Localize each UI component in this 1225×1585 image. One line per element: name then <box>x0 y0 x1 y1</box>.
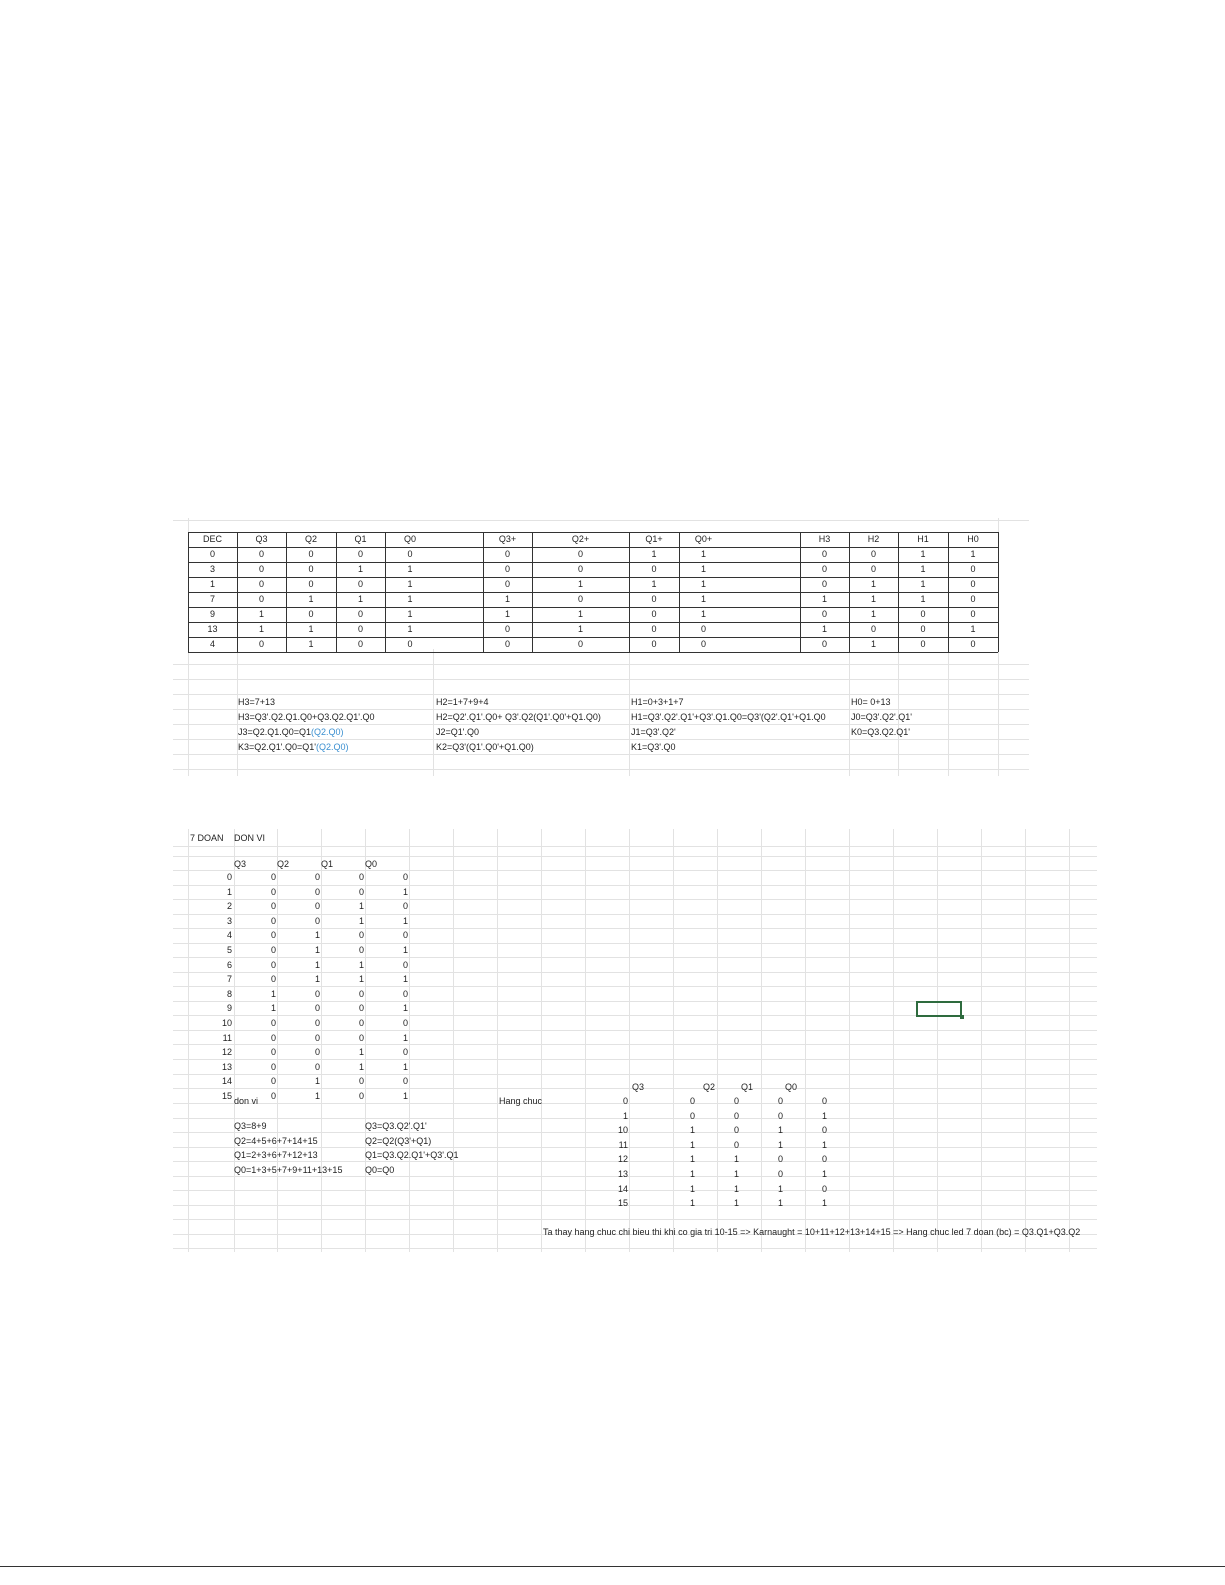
table-cell: 0 <box>308 549 314 559</box>
table-cell: 1 <box>689 1169 695 1179</box>
table-cell: 1 <box>358 1047 364 1058</box>
table-cell: 0 <box>314 886 320 897</box>
header-cell: H1 <box>917 534 929 544</box>
table-cell: 0 <box>270 1018 276 1028</box>
table-cell: 1 <box>920 594 926 604</box>
table-cell: 1 <box>357 564 363 574</box>
header-cell: Q0 <box>403 534 416 544</box>
eq-k2: K2=Q3'(Q1'.Q0'+Q1.Q0) <box>436 742 534 752</box>
table-cell: 0 <box>402 959 408 970</box>
table-cell: 0 <box>651 639 657 649</box>
header-cell: H0 <box>967 534 979 544</box>
table-cell: 0 <box>270 1032 276 1043</box>
table-cell: 0 <box>308 609 314 619</box>
table-cell: 0 <box>689 1096 695 1106</box>
row-index: 12 <box>617 1154 628 1165</box>
table-cell: 1 <box>821 624 827 634</box>
table-cell: 1 <box>700 564 706 574</box>
row-index: 6 <box>226 959 232 970</box>
table-cell: 0 <box>358 930 364 941</box>
eq-j3 <box>238 725 344 740</box>
table-cell: 3 <box>209 564 215 574</box>
table-cell: 1 <box>777 1198 783 1209</box>
table-cell: 1 <box>407 609 413 619</box>
table-cell: 1 <box>314 1076 320 1087</box>
table-cell: 0 <box>777 1154 783 1165</box>
eq-k3 <box>238 740 349 755</box>
table-cell: 0 <box>651 594 657 604</box>
table-cell: 1 <box>689 1183 695 1194</box>
table-cell: 0 <box>407 639 413 649</box>
table-cell: 0 <box>270 1047 276 1058</box>
table-cell: 0 <box>821 609 827 619</box>
table-cell: 0 <box>258 639 264 649</box>
table-cell: 0 <box>970 564 976 574</box>
table-cell: 1 <box>870 609 876 619</box>
table-cell: 0 <box>777 1169 783 1179</box>
table-cell: 0 <box>689 1110 695 1121</box>
table-cell: 0 <box>258 594 264 604</box>
table-cell: 1 <box>577 609 583 619</box>
table-cell: 1 <box>504 609 510 619</box>
table-cell: 0 <box>270 901 276 912</box>
table-cell: 1 <box>270 988 276 999</box>
col-header: Q3 <box>234 859 247 869</box>
table-cell: 0 <box>270 945 276 955</box>
table-cell: 0 <box>402 901 408 912</box>
table-cell: 1 <box>402 974 408 985</box>
row-index: 10 <box>617 1125 628 1136</box>
table-cell: 0 <box>920 624 926 634</box>
row-index: 0 <box>622 1096 628 1106</box>
table-cell: 1 <box>402 1032 408 1043</box>
col-header: Q1 <box>741 1082 754 1092</box>
table-cell: 1 <box>402 886 408 897</box>
table-cell: 1 <box>407 594 413 604</box>
row-index: 2 <box>226 901 232 912</box>
table-cell: 0 <box>733 1110 739 1121</box>
table-cell: 1 <box>358 959 364 970</box>
header-cell: Q3 <box>255 534 268 544</box>
conclusion-note: Ta thay hang chuc chi bieu thi khi co gia tri 10-15 => Karnaught = 10+11+12+13+14+15 => Hang chuc led 7 doan (bc) = Q3.Q1+Q3.Q2 <box>543 1227 1081 1237</box>
eq-h3: H3=7+13 <box>238 697 276 707</box>
table-cell: 0 <box>733 1125 739 1136</box>
eq-h0: H0= 0+13 <box>851 697 891 707</box>
table-cell: 7 <box>209 594 215 604</box>
truth-table-sheet <box>173 518 1029 776</box>
table-cell: 1 <box>402 1061 408 1072</box>
title-donvi: DON VI <box>234 833 266 843</box>
table-cell: 0 <box>314 1003 320 1014</box>
table-cell: 1 <box>870 579 876 589</box>
table-cell: 1 <box>308 594 314 604</box>
table-cell: 1 <box>733 1154 739 1165</box>
table-cell: 0 <box>504 624 510 634</box>
header-cell: H2 <box>867 534 880 544</box>
table-cell: 0 <box>270 1061 276 1072</box>
table-cell: 0 <box>700 639 706 649</box>
table-cell: 0 <box>308 579 314 589</box>
table-cell: 0 <box>733 1139 739 1150</box>
table-cell: 0 <box>651 609 657 619</box>
row-index: 1 <box>226 886 232 897</box>
table-cell: 0 <box>357 579 363 589</box>
row-index: 13 <box>617 1169 628 1179</box>
table-cell: 0 <box>777 1110 783 1121</box>
table-cell: 0 <box>358 1003 364 1014</box>
table-cell: 0 <box>358 872 364 882</box>
row-index: 1 <box>622 1110 628 1121</box>
header-cell: Q1 <box>354 534 367 544</box>
table-cell: 1 <box>258 609 264 619</box>
col-header: Q0 <box>365 859 378 869</box>
table-cell: 1 <box>358 974 364 985</box>
header-cell: Q2 <box>304 534 317 544</box>
table-cell: 1 <box>700 549 706 559</box>
table-cell: 1 <box>209 579 215 589</box>
table-cell: 0 <box>870 624 876 634</box>
table-cell: 1 <box>689 1139 695 1150</box>
table-cell: 0 <box>402 988 408 999</box>
table-cell: 1 <box>258 624 264 634</box>
row-index: 9 <box>226 1003 232 1014</box>
eq-h2-expanded: H2=Q2'.Q1'.Q0+ Q3'.Q2(Q1'.Q0'+Q1.Q0) <box>436 712 601 722</box>
table-cell: 1 <box>270 1003 276 1014</box>
table-cell: 1 <box>407 579 413 589</box>
table-cell: 0 <box>920 609 926 619</box>
selected-cell[interactable] <box>916 1001 962 1017</box>
eq-j0: J0=Q3'.Q2'.Q1' <box>851 712 912 722</box>
table-cell: 0 <box>270 1076 276 1087</box>
table-cell: 1 <box>689 1154 695 1165</box>
table-cell: 0 <box>407 549 413 559</box>
table-cell: 0 <box>358 886 364 897</box>
eq-j3-highlight: (Q2.Q0) <box>311 727 344 737</box>
table-cell: 0 <box>270 930 276 941</box>
equation: Q2=Q2(Q3'+Q1) <box>365 1135 432 1146</box>
row-index: 14 <box>617 1183 628 1194</box>
table-cell: 1 <box>651 549 657 559</box>
table-cell: 1 <box>402 945 408 955</box>
table-cell: 0 <box>577 564 583 574</box>
table-cell: 1 <box>733 1169 739 1179</box>
table-cell: 0 <box>357 639 363 649</box>
table-cell: 0 <box>314 1018 320 1028</box>
table-cell: 0 <box>402 1076 408 1087</box>
table-cell: 1 <box>358 901 364 912</box>
eq-k3-text: K3=Q2.Q1'.Q0=Q1' <box>238 742 316 752</box>
table-cell: 1 <box>504 594 510 604</box>
table-cell: 0 <box>270 974 276 985</box>
table-cell: 0 <box>504 549 510 559</box>
seven-segment-sheet <box>173 829 1097 1252</box>
table-cell: 9 <box>209 609 215 619</box>
table-cell: 0 <box>358 1032 364 1043</box>
table-cell: 0 <box>821 564 827 574</box>
equation: Q0=Q0 <box>365 1164 395 1175</box>
eq-j1: J1=Q3'.Q2' <box>631 727 676 737</box>
table-cell: 1 <box>970 549 976 559</box>
table-cell: 0 <box>504 579 510 589</box>
eq-j3-text: J3=Q2.Q1.Q0=Q1 <box>238 727 312 737</box>
row-index: 11 <box>222 1032 232 1043</box>
table-cell: 1 <box>402 1091 408 1101</box>
row-index: 4 <box>226 930 232 941</box>
table-cell: 0 <box>358 988 364 999</box>
table-cell: 1 <box>308 639 314 649</box>
table-cell: 1 <box>821 1110 827 1121</box>
table-cell: 1 <box>577 579 583 589</box>
table-cell: 1 <box>777 1139 783 1150</box>
table-cell: 0 <box>314 988 320 999</box>
table-cell: 0 <box>209 549 215 559</box>
eq-k3-highlight: (Q2.Q0) <box>315 742 349 752</box>
table-cell: 0 <box>870 564 876 574</box>
donvi-label: don vi <box>234 1096 259 1106</box>
table-cell: 1 <box>314 945 320 955</box>
eq-h1: H1=0+3+1+7 <box>631 697 684 707</box>
table-cell: 1 <box>821 1139 827 1150</box>
eq-k0: K0=Q3.Q2.Q1' <box>851 727 911 737</box>
col-header: Q1 <box>321 859 334 869</box>
table-cell: 0 <box>314 915 320 926</box>
table-cell: 1 <box>777 1125 783 1136</box>
table-cell: 1 <box>314 930 320 941</box>
table-cell: 1 <box>308 624 314 634</box>
table-cell: 0 <box>970 579 976 589</box>
table-cell: 1 <box>407 564 413 574</box>
title-7doan: 7 DOAN <box>190 833 224 843</box>
table-cell: 0 <box>920 639 926 649</box>
table-cell: 1 <box>358 1061 364 1072</box>
row-index: 3 <box>226 915 232 926</box>
table-cell: 0 <box>358 1076 364 1087</box>
table-cell: 13 <box>207 624 218 634</box>
equation: Q0=1+3+5+7+9+11+13+15 <box>234 1164 343 1175</box>
table-cell: 0 <box>357 609 363 619</box>
row-index: 14 <box>221 1076 232 1087</box>
table-cell: 0 <box>504 639 510 649</box>
table-cell: 1 <box>407 624 413 634</box>
table-cell: 0 <box>314 1032 320 1043</box>
table-cell: 0 <box>821 1183 827 1194</box>
header-cell: H3 <box>818 534 831 544</box>
equation: Q3=8+9 <box>234 1121 267 1131</box>
table-cell: 1 <box>358 915 364 926</box>
table-cell: 1 <box>651 579 657 589</box>
col-header: Q3 <box>632 1082 645 1092</box>
table-cell: 1 <box>577 624 583 634</box>
table-cell: 1 <box>870 594 876 604</box>
table-cell: 0 <box>258 549 264 559</box>
table-cell: 0 <box>357 549 363 559</box>
table-cell: 1 <box>920 564 926 574</box>
table-cell: 0 <box>258 579 264 589</box>
table-cell: 1 <box>402 1003 408 1014</box>
row-index: 10 <box>221 1018 232 1028</box>
table-cell: 0 <box>402 1018 408 1028</box>
table-cell: 1 <box>870 639 876 649</box>
table-cell: 1 <box>777 1183 783 1194</box>
table-cell: 1 <box>357 594 363 604</box>
table-cell: 1 <box>700 579 706 589</box>
header-cell: Q3+ <box>498 534 517 544</box>
equation: Q3=Q3.Q2'.Q1' <box>365 1121 427 1131</box>
table-cell: 0 <box>821 579 827 589</box>
table-cell: 0 <box>270 886 276 897</box>
table-cell: 0 <box>870 549 876 559</box>
table-cell: 0 <box>651 564 657 574</box>
eq-h1-expanded: H1=Q3'.Q2'.Q1'+Q3'.Q1.Q0=Q3'(Q2'.Q1'+Q1.Q0 <box>631 712 826 722</box>
table-cell: 0 <box>314 1047 320 1058</box>
table-cell: 0 <box>270 1091 276 1101</box>
page-bottom-rule <box>0 1566 1225 1567</box>
col-header: Q0 <box>785 1082 798 1092</box>
row-index: 8 <box>226 988 232 999</box>
row-index: 0 <box>226 872 232 882</box>
table-cell: 1 <box>821 1169 827 1179</box>
table-cell: 1 <box>689 1198 695 1209</box>
table-cell: 1 <box>700 609 706 619</box>
table-cell: 0 <box>821 639 827 649</box>
table-cell: 1 <box>689 1125 695 1136</box>
table-cell: 1 <box>402 915 408 926</box>
eq-j2: J2=Q1'.Q0 <box>436 727 479 737</box>
table-cell: 1 <box>970 624 976 634</box>
table-cell: 0 <box>402 930 408 941</box>
col-header: Q2 <box>277 859 290 869</box>
table-cell: 0 <box>970 594 976 604</box>
row-index: 13 <box>221 1061 232 1072</box>
table-cell: 0 <box>970 609 976 619</box>
table-cell: 4 <box>209 639 215 649</box>
table-cell: 0 <box>700 624 706 634</box>
table-cell: 1 <box>733 1183 739 1194</box>
table-cell: 1 <box>700 594 706 604</box>
table-cell: 0 <box>270 915 276 926</box>
table-cell: 0 <box>821 1096 827 1106</box>
equation: Q1=Q3.Q2.Q1'+Q3'.Q1 <box>365 1150 459 1160</box>
table-cell: 0 <box>270 872 276 882</box>
table-cell: 0 <box>358 1018 364 1028</box>
table-cell: 1 <box>920 579 926 589</box>
table-cell: 0 <box>504 564 510 574</box>
row-index: 11 <box>618 1139 628 1150</box>
table-cell: 1 <box>733 1198 739 1209</box>
table-cell: 1 <box>821 594 827 604</box>
table-cell: 0 <box>821 1125 827 1136</box>
table-cell: 0 <box>777 1096 783 1106</box>
table-cell: 0 <box>970 639 976 649</box>
table-cell: 1 <box>821 1198 827 1209</box>
table-cell: 0 <box>821 549 827 559</box>
table-cell: 0 <box>821 1154 827 1165</box>
table-cell: 0 <box>577 594 583 604</box>
table-cell: 1 <box>314 974 320 985</box>
row-index: 15 <box>221 1091 232 1101</box>
table-cell: 0 <box>314 872 320 882</box>
table-cell: 0 <box>270 959 276 970</box>
table-cell: 0 <box>258 564 264 574</box>
header-cell: Q1+ <box>645 534 663 544</box>
table-cell: 0 <box>577 549 583 559</box>
table-cell: 0 <box>402 872 408 882</box>
row-index: 15 <box>617 1198 628 1209</box>
header-cell: Q0+ <box>694 534 713 544</box>
table-cell: 1 <box>314 959 320 970</box>
row-index: 7 <box>226 974 232 985</box>
table-cell: 0 <box>314 1061 320 1072</box>
header-cell: Q2+ <box>571 534 590 544</box>
table-cell: 0 <box>308 564 314 574</box>
header-cell: DEC <box>202 534 222 544</box>
eq-h3-expanded: H3=Q3'.Q2.Q1.Q0+Q3.Q2.Q1'.Q0 <box>238 712 375 722</box>
table-cell: 1 <box>920 549 926 559</box>
eq-k1: K1=Q3'.Q0 <box>631 742 676 752</box>
col-header: Q2 <box>703 1082 716 1092</box>
table-cell: 0 <box>358 945 364 955</box>
table-cell: 0 <box>358 1091 364 1101</box>
equation: Q2=4+5+6+7+14+15 <box>234 1135 318 1146</box>
table-cell: 0 <box>357 624 363 634</box>
row-index: 12 <box>221 1047 232 1058</box>
table-cell: 1 <box>314 1091 320 1101</box>
equation: Q1=2+3+6+7+12+13 <box>234 1150 318 1160</box>
table-cell: 0 <box>651 624 657 634</box>
eq-h2: H2=1+7+9+4 <box>436 697 489 707</box>
table-cell: 0 <box>402 1047 408 1058</box>
table-cell: 0 <box>314 901 320 912</box>
table-cell: 0 <box>577 639 583 649</box>
hang-chuc-label: Hang chuc <box>499 1096 543 1106</box>
row-index: 5 <box>226 945 232 955</box>
table-cell: 0 <box>733 1096 739 1106</box>
